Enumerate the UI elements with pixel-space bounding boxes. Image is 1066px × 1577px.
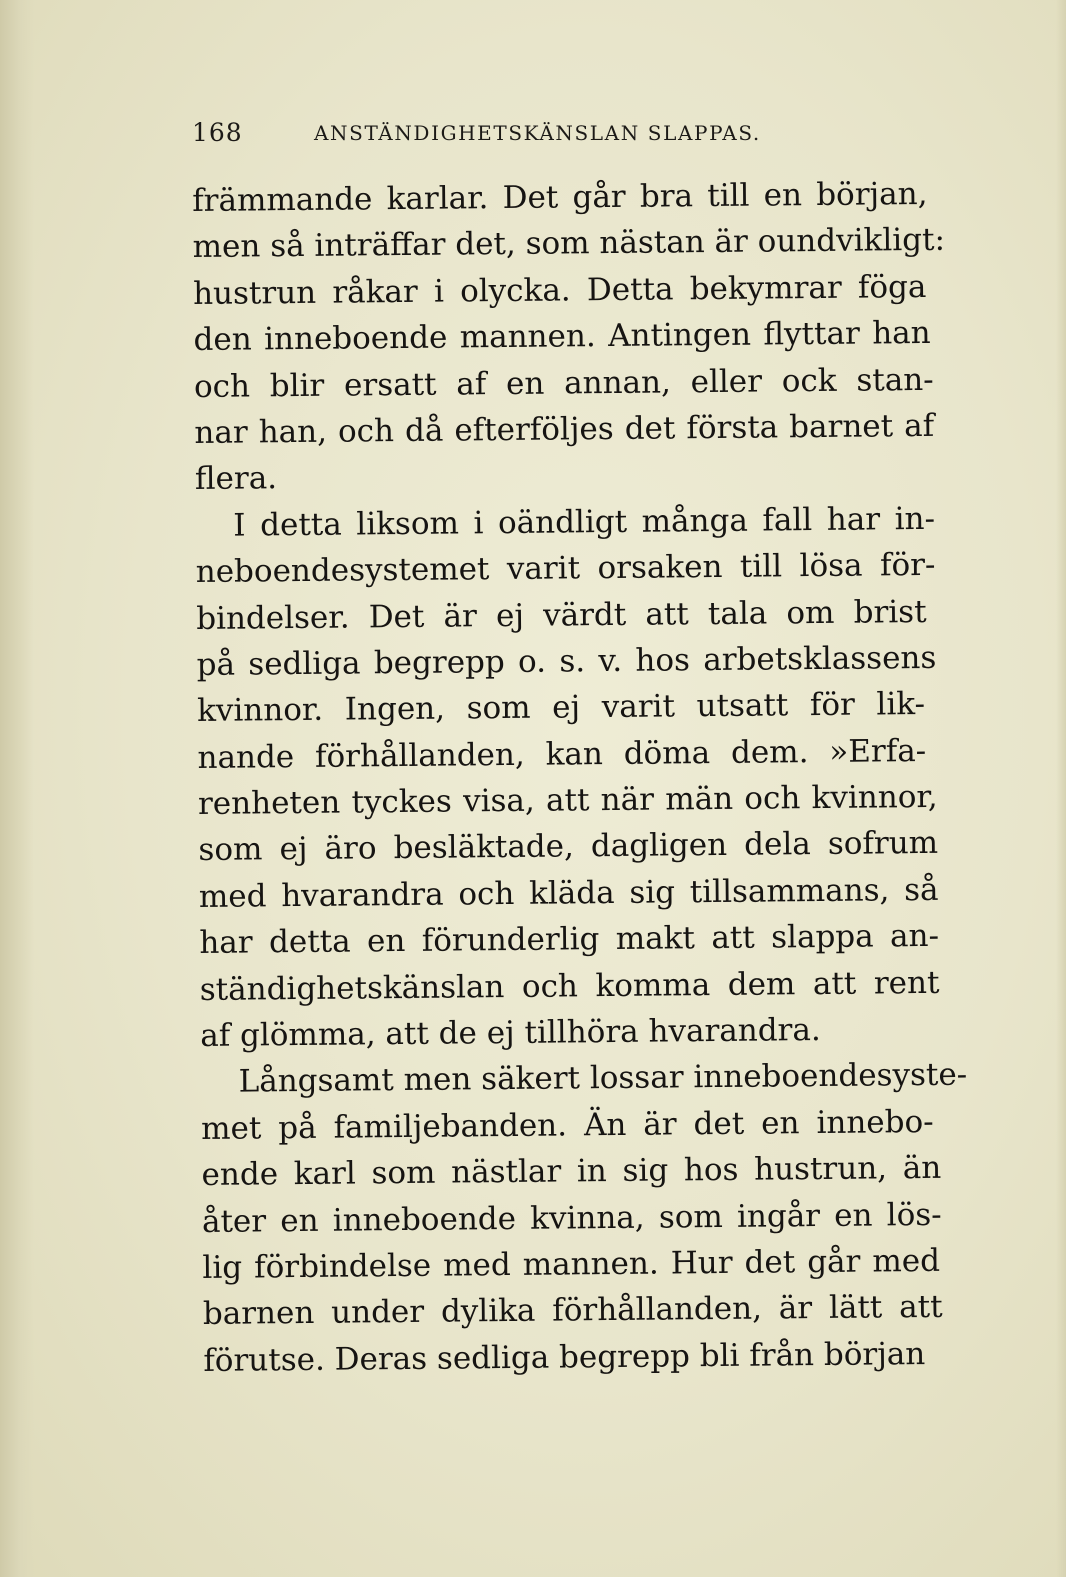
text-line: renheten tyckes visa, att när män och kvinnor,: [197, 778, 938, 823]
text-line: kvinnor. Ingen, som ej varit utsatt för lik-: [196, 686, 926, 730]
text-line: met på familjebanden. Än är det en innebo-: [200, 1103, 934, 1147]
running-head-title: ANSTÄNDIGHETSKÄNSLAN SLAPPAS.: [314, 121, 761, 145]
text-line: barnen under dylika förhållanden, är lätt att: [202, 1289, 943, 1333]
text-line: neboendesystemet varit orsaken till lösa för-: [195, 547, 936, 591]
text-line: lig förbindelse med mannen. Hur det går med: [202, 1242, 941, 1286]
text-line: åter en inneboende kvinna, som ingår en lös-: [201, 1196, 942, 1240]
text-line: hustrun råkar i olycka. Detta bekymrar föga: [192, 268, 927, 312]
text-line: förutse. Deras sedliga begrepp bli från början: [203, 1335, 926, 1379]
text-line: med hvarandra och kläda sig tillsammans, så: [198, 871, 939, 915]
page-gutter-shadow: [0, 0, 34, 1577]
text-line: Långsamt men säkert lossar inneboendesyste-: [238, 1057, 968, 1101]
page-edge: [1056, 0, 1066, 1577]
text-line: främmande karlar. Det går bra till en början,: [192, 175, 928, 219]
text-line: har detta en förunderlig makt att slappa an-: [199, 918, 940, 962]
text-line: den inneboende mannen. Antingen flyttar han: [193, 315, 931, 359]
text-line: och blir ersatt af en annan, eller ock stan-: [193, 361, 934, 405]
text-line: nande förhållanden, kan döma dem. »Erfa-: [197, 732, 927, 776]
body-text: [192, 171, 968, 1384]
text-line: som ej äro besläktade, dagligen dela sofrum: [198, 825, 939, 869]
text-line: men så inträffar det, som nästan är oundvikligt:: [192, 222, 946, 266]
text-line: af glömma, att de ej tillhöra hvarandra.: [200, 1012, 821, 1054]
text-line: nar han, och då efterföljes det första barnet af: [194, 407, 935, 451]
running-head: [192, 118, 832, 158]
page-number: 168: [192, 118, 243, 147]
text-line: på sedliga begrepp o. s. v. hos arbetsklassens: [196, 639, 937, 683]
text-line: ende karl som nästlar in sig hos hustrun, än: [201, 1150, 942, 1194]
text-line: I detta liksom i oändligt många fall har in-: [233, 500, 936, 544]
text-line: bindelser. Det är ej värdt att tala om brist: [196, 593, 927, 637]
text-line: ständighetskänslan och komma dem att rent: [199, 964, 940, 1008]
text-line: flera.: [194, 460, 278, 498]
